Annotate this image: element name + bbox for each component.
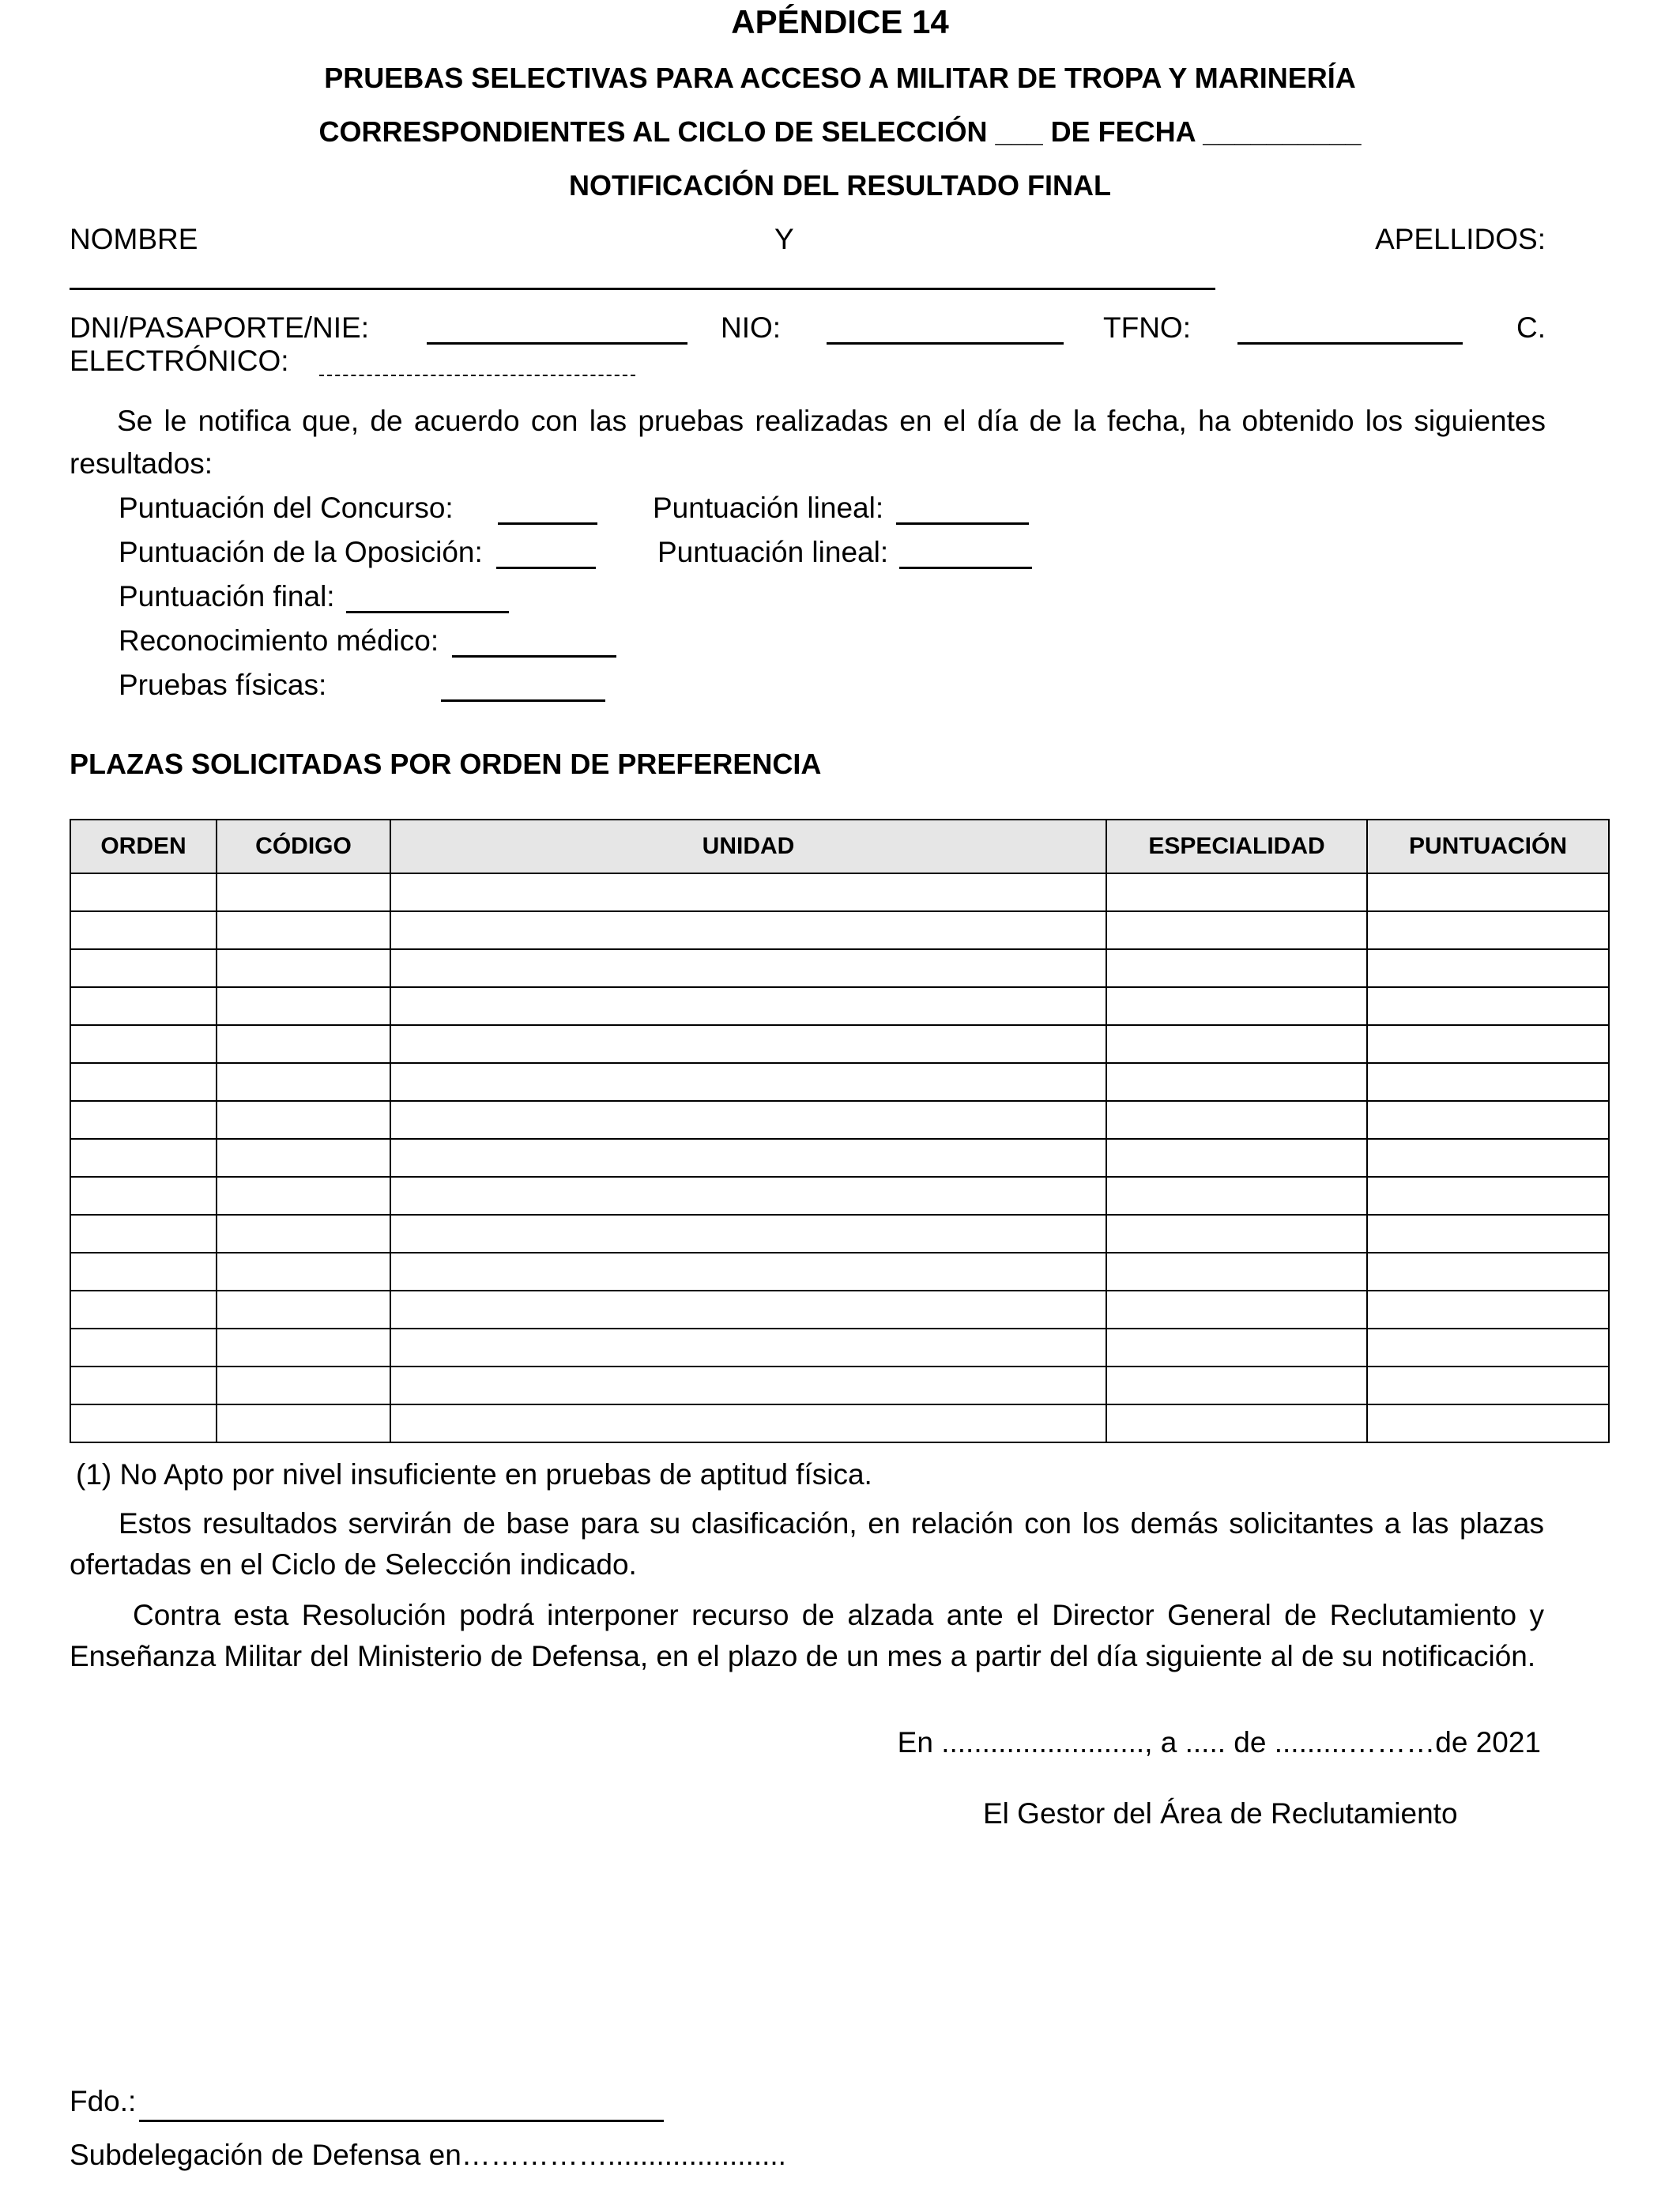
table-row: [70, 1291, 1609, 1329]
table-row: [70, 911, 1609, 949]
table-cell[interactable]: [217, 1177, 390, 1215]
table-cell[interactable]: [217, 1101, 390, 1139]
table-row: [70, 1329, 1609, 1367]
table-cell[interactable]: [1106, 1139, 1367, 1177]
table-cell[interactable]: [390, 1215, 1106, 1253]
table-cell[interactable]: [390, 911, 1106, 949]
table-cell[interactable]: [217, 1367, 390, 1404]
name-label-apellidos: APELLIDOS:: [1375, 223, 1546, 255]
table-cell[interactable]: [1367, 1063, 1609, 1101]
table-row: [70, 1063, 1609, 1101]
column-header-especialidad: ESPECIALIDAD: [1106, 820, 1367, 873]
table-cell[interactable]: [70, 1063, 217, 1101]
table-cell[interactable]: [217, 949, 390, 987]
document-title: APÉNDICE 14: [731, 3, 949, 40]
table-cell[interactable]: [217, 911, 390, 949]
subdelegacion-line[interactable]: Subdelegación de Defensa en……………......................: [70, 2139, 786, 2171]
notification-text: Se le notifica que, de acuerdo con las pruebas realizadas en el día de la fecha, ha obtenido los siguientes resultados:: [70, 405, 1546, 480]
recurso-paragraph: Contra esta Resolución podrá interponer recurso de alzada ante el Director General de Reclutamiento y Enseñanza Militar del Ministerio de Defensa, en el plazo de un mes a partir del día siguiente al de su notificación.: [70, 1599, 1544, 1672]
plazas-table: [70, 819, 1610, 1443]
score-concurso-label: Puntuación del Concurso:: [119, 492, 454, 524]
table-cell[interactable]: [70, 911, 217, 949]
table-cell[interactable]: [1106, 1253, 1367, 1291]
column-header-unidad: UNIDAD: [390, 820, 1106, 873]
contact-row: [70, 311, 1546, 349]
table-cell[interactable]: [70, 1253, 217, 1291]
score-lineal-1-label: Puntuación lineal:: [653, 492, 884, 524]
table-cell[interactable]: [217, 1063, 390, 1101]
table-cell[interactable]: [1106, 1329, 1367, 1367]
email-label-prefix: C.: [1516, 311, 1546, 344]
subtitle-ciclo: CORRESPONDIENTES AL CICLO DE SELECCIÓN ___ DE FECHA __________: [318, 115, 1362, 148]
subtitle-pruebas: PRUEBAS SELECTIVAS PARA ACCESO A MILITAR DE TROPA Y MARINERÍA: [324, 62, 1356, 94]
email-row: [70, 345, 1546, 383]
table-cell[interactable]: [1106, 873, 1367, 911]
table-cell[interactable]: [1367, 1025, 1609, 1063]
date-line[interactable]: En ........................., a ..... de .........………de 2021: [897, 1726, 1541, 1759]
table-cell[interactable]: [70, 1139, 217, 1177]
table-cell[interactable]: [70, 987, 217, 1025]
table-cell[interactable]: [217, 1404, 390, 1442]
table-row: [70, 1101, 1609, 1139]
score-oposicion-field[interactable]: [496, 566, 596, 569]
score-oposicion-label: Puntuación de la Oposición:: [119, 536, 483, 568]
table-cell[interactable]: [1367, 1291, 1609, 1329]
table-cell[interactable]: [1106, 987, 1367, 1025]
table-cell[interactable]: [1367, 911, 1609, 949]
table-cell[interactable]: [1367, 1404, 1609, 1442]
table-body: [70, 873, 1609, 1442]
table-cell[interactable]: [217, 873, 390, 911]
table-cell[interactable]: [1367, 1329, 1609, 1367]
table-cell[interactable]: [217, 1139, 390, 1177]
name-label-y: Y: [774, 223, 794, 255]
table-cell[interactable]: [390, 873, 1106, 911]
name-label-nombre: NOMBRE: [70, 223, 198, 255]
table-cell[interactable]: [390, 1329, 1106, 1367]
signature-field-line[interactable]: [139, 2120, 664, 2122]
table-cell[interactable]: [70, 873, 217, 911]
table-cell[interactable]: [390, 1367, 1106, 1404]
table-cell[interactable]: [217, 1215, 390, 1253]
score-lineal-2-field[interactable]: [899, 566, 1032, 569]
email-field-line[interactable]: [319, 375, 635, 376]
table-cell[interactable]: [217, 1253, 390, 1291]
table-cell[interactable]: [1367, 1215, 1609, 1253]
signature-label: Fdo.:: [70, 2085, 137, 2117]
subtitle-notificacion: NOTIFICACIÓN DEL RESULTADO FINAL: [569, 169, 1111, 202]
table-cell[interactable]: [390, 1177, 1106, 1215]
nio-label: NIO:: [721, 311, 782, 344]
table-cell[interactable]: [1367, 1367, 1609, 1404]
table-cell[interactable]: [1367, 1253, 1609, 1291]
table-cell[interactable]: [1367, 1101, 1609, 1139]
table-row: [70, 1367, 1609, 1404]
table-cell[interactable]: [390, 987, 1106, 1025]
table-cell[interactable]: [70, 1025, 217, 1063]
email-label: ELECTRÓNICO:: [70, 345, 289, 377]
table-row: [70, 1139, 1609, 1177]
table-cell[interactable]: [390, 1139, 1106, 1177]
table-cell[interactable]: [1106, 1404, 1367, 1442]
table-cell[interactable]: [1367, 1139, 1609, 1177]
table-cell[interactable]: [1367, 987, 1609, 1025]
score-final-label: Puntuación final:: [119, 580, 335, 613]
plazas-title: PLAZAS SOLICITADAS POR ORDEN DE PREFERENCIA: [70, 748, 822, 780]
table-cell[interactable]: [217, 1025, 390, 1063]
table-cell[interactable]: [70, 1329, 217, 1367]
clasificacion-paragraph: Estos resultados servirán de base para su clasificación, en relación con los demás solicitantes a las plazas ofertadas en el Ciclo de Selección indicado.: [70, 1507, 1544, 1581]
column-header-puntuacion: PUNTUACIÓN: [1367, 820, 1609, 873]
table-cell[interactable]: [1367, 873, 1609, 911]
name-row: [70, 223, 1546, 261]
table-cell[interactable]: [70, 1367, 217, 1404]
table-cell[interactable]: [1106, 1215, 1367, 1253]
table-cell[interactable]: [1367, 1177, 1609, 1215]
signer-title: El Gestor del Área de Reclutamiento: [983, 1797, 1458, 1830]
table-cell[interactable]: [1106, 1367, 1367, 1404]
table-cell[interactable]: [390, 949, 1106, 987]
table-cell[interactable]: [1106, 1025, 1367, 1063]
table-row: [70, 987, 1609, 1025]
dni-label: DNI/PASAPORTE/NIE:: [70, 311, 369, 344]
score-final-field[interactable]: [346, 610, 509, 613]
table-cell[interactable]: [1106, 1291, 1367, 1329]
table-header-row: [70, 820, 1609, 873]
table-cell[interactable]: [1106, 911, 1367, 949]
table-row: [70, 1215, 1609, 1253]
table-cell[interactable]: [1106, 1101, 1367, 1139]
tfno-label: TFNO:: [1103, 311, 1191, 344]
table-cell[interactable]: [217, 1329, 390, 1367]
table-cell[interactable]: [1367, 949, 1609, 987]
physical-field[interactable]: [441, 699, 605, 702]
table-cell[interactable]: [390, 1101, 1106, 1139]
table-cell[interactable]: [1106, 949, 1367, 987]
table-cell[interactable]: [70, 1177, 217, 1215]
table-row: [70, 1253, 1609, 1291]
table-cell[interactable]: [70, 1215, 217, 1253]
table-cell[interactable]: [390, 1404, 1106, 1442]
table-cell[interactable]: [1106, 1063, 1367, 1101]
score-lineal-1-field[interactable]: [896, 522, 1029, 525]
column-header-orden: ORDEN: [70, 820, 217, 873]
table-row: [70, 1404, 1609, 1442]
table-cell[interactable]: [390, 1253, 1106, 1291]
physical-label: Pruebas físicas:: [119, 669, 327, 701]
table-row: [70, 949, 1609, 987]
table-row: [70, 1025, 1609, 1063]
name-field-line[interactable]: [70, 288, 1215, 290]
table-cell[interactable]: [217, 1291, 390, 1329]
score-concurso-field[interactable]: [498, 522, 597, 525]
table-row: [70, 1177, 1609, 1215]
score-lineal-2-label: Puntuación lineal:: [657, 536, 889, 568]
table-cell[interactable]: [70, 1101, 217, 1139]
table-cell[interactable]: [390, 1063, 1106, 1101]
table-cell[interactable]: [70, 1291, 217, 1329]
table-cell[interactable]: [390, 1025, 1106, 1063]
table-cell[interactable]: [390, 1291, 1106, 1329]
table-cell[interactable]: [217, 987, 390, 1025]
medical-field[interactable]: [452, 654, 616, 658]
column-header-codigo: CÓDIGO: [217, 820, 390, 873]
table-row: [70, 873, 1609, 911]
table-cell[interactable]: [1106, 1177, 1367, 1215]
medical-label: Reconocimiento médico:: [119, 624, 439, 657]
footnote-no-apto: (1) No Apto por nivel insuficiente en pruebas de aptitud física.: [76, 1458, 872, 1491]
table-cell[interactable]: [70, 949, 217, 987]
table-cell[interactable]: [70, 1404, 217, 1442]
